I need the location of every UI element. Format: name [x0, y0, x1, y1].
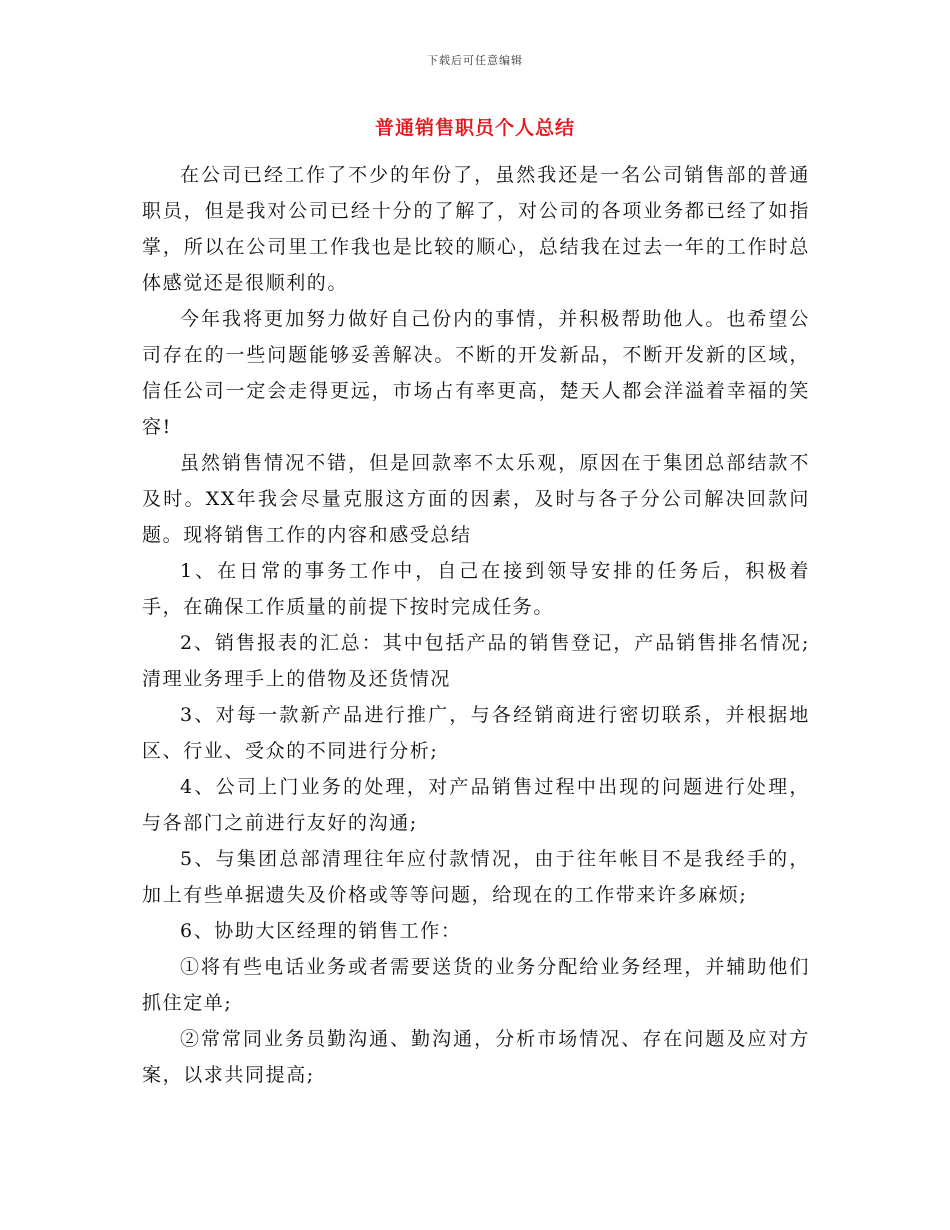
paragraph-plans: 今年我将更加努力做好自己份内的事情，并积极帮助他人。也希望公司存在的一些问题能够妥善解决。不断的开发新品，不断开发新的区域，信任公司一定会走得更远，市场占有率更高，楚天人都会洋溢着幸福的笑容!	[142, 308, 810, 438]
sub-item-2: ②常常同业务员勤沟通、勤沟通，分析市场情况、存在问题及应对方案，以求共同提高;	[142, 1028, 810, 1086]
list-item-4: 4、公司上门业务的处理，对产品销售过程中出现的问题进行处理，与各部门之前进行友好的沟通;	[142, 776, 810, 834]
paragraph-collections: 虽然销售情况不错，但是回款率不太乐观，原因在于集团总部结款不及时。XX年我会尽量克服这方面的因素，及时与各子分公司解决回款问题。现将销售工作的内容和感受总结	[142, 452, 810, 546]
document-title: 普通销售职员个人总结	[374, 117, 575, 139]
document-body	[142, 157, 810, 1093]
list-item-2: 2、销售报表的汇总：其中包括产品的销售登记，产品销售排名情况;清理业务理手上的借物及还货情况	[142, 632, 810, 690]
list-item-1: 1、在日常的事务工作中，自己在接到领导安排的任务后，积极着手，在确保工作质量的前提下按时完成任务。	[142, 560, 810, 618]
list-item-3: 3、对每一款新产品进行推广，与各经销商进行密切联系，并根据地区、行业、受众的不同进行分析;	[142, 704, 810, 762]
sub-item-1: ①将有些电话业务或者需要送货的业务分配给业务经理，并辅助他们抓住定单;	[142, 956, 810, 1014]
list-item-5: 5、与集团总部清理往年应付款情况，由于往年帐目不是我经手的，加上有些单据遗失及价格或等等问题，给现在的工作带来许多麻烦;	[142, 848, 810, 906]
list-item-6: 6、协助大区经理的销售工作：	[180, 920, 462, 942]
page-header: 下载后可任意编辑	[427, 54, 523, 67]
paragraph-intro: 在公司已经工作了不少的年份了，虽然我还是一名公司销售部的普通职员，但是我对公司已经十分的了解了，对公司的各项业务都已经了如指掌，所以在公司里工作我也是比较的顺心，总结我在过去一年的工作时总体感觉还是很顺利的。	[142, 164, 810, 294]
